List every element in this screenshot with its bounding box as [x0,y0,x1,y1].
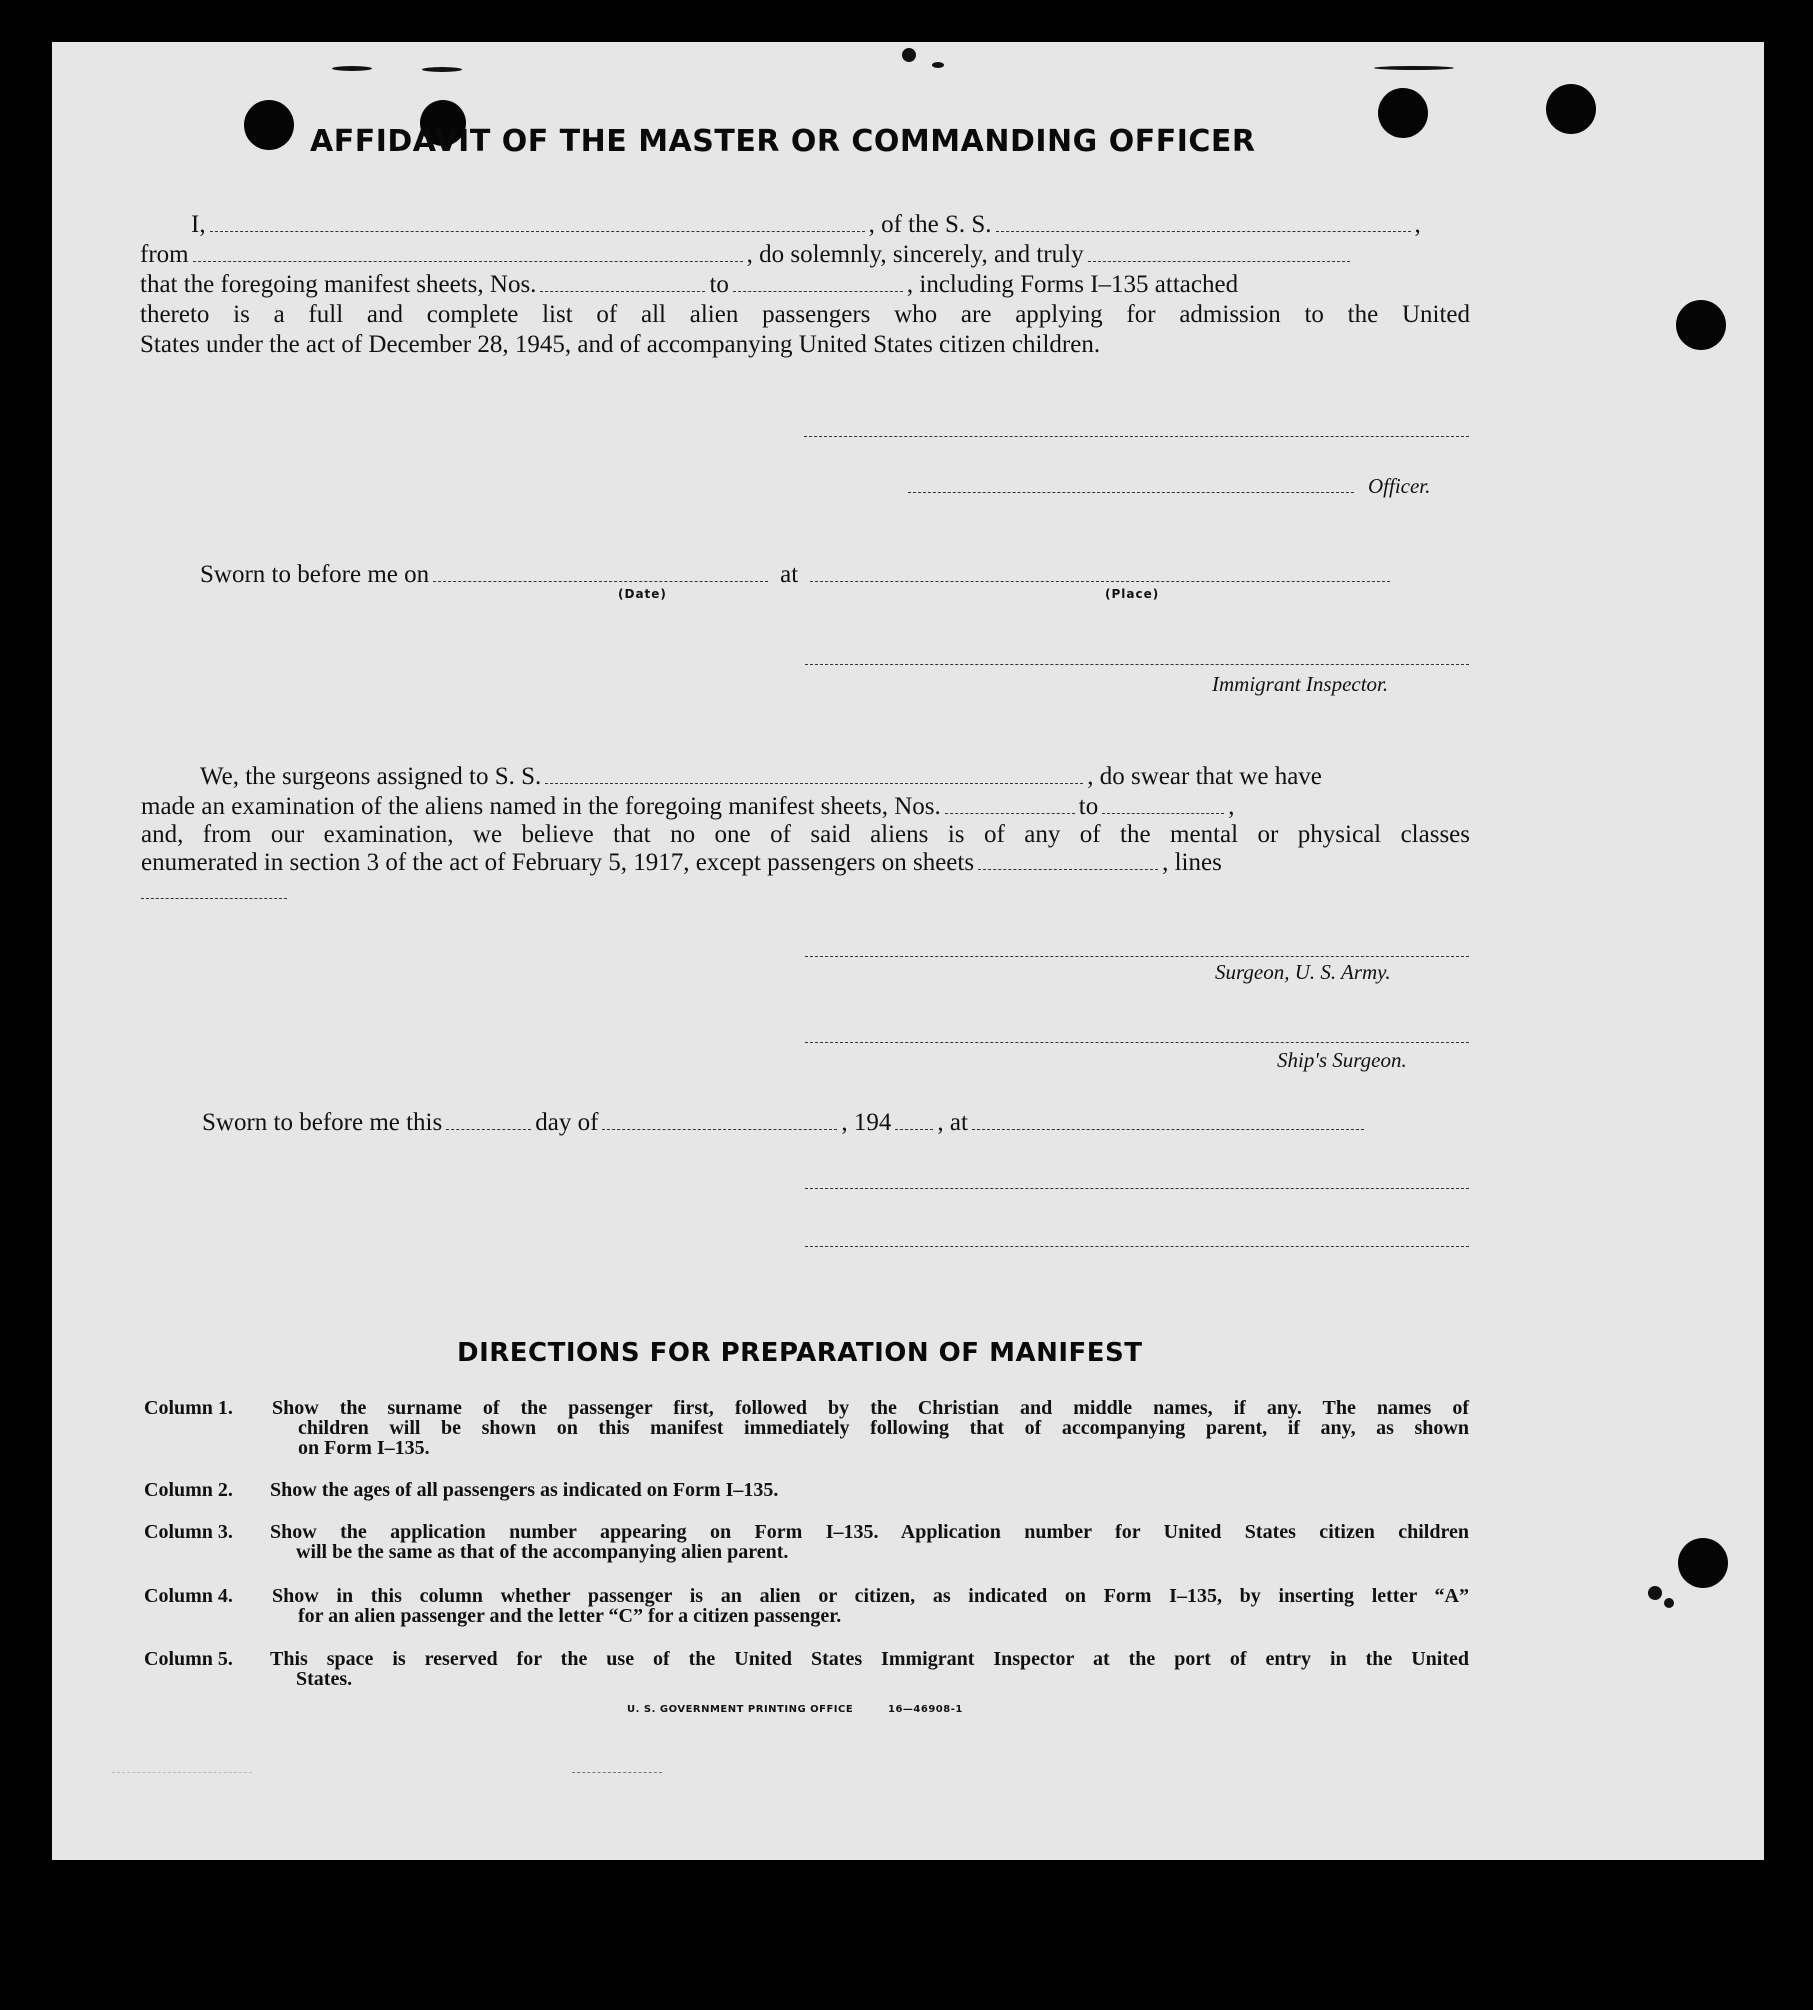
affidavit-line-2 [140,240,1354,270]
printer-imprint: U. S. GOVERNMENT PRINTING OFFICE [627,1704,854,1715]
ship-surgeon-caption: Ship's Surgeon. [1277,1048,1407,1072]
column-label: Column 1. [144,1397,233,1419]
text: will be the same as that of the accompanying alien parent. [296,1541,789,1563]
sheet-from-field[interactable] [540,271,705,292]
port-from-field[interactable] [193,241,743,262]
text: Sworn to before me this [202,1109,443,1136]
except-sheets-field[interactable] [978,849,1158,870]
column-label: Column 5. [144,1648,233,1670]
surgeons-line-2 [141,792,1234,822]
text: , do solemnly, sincerely, and truly [746,241,1084,268]
text: , at [937,1109,968,1136]
surgeons-line-1 [200,762,1322,792]
text: , including Forms I–135 attached [906,271,1239,298]
speck [1664,1598,1674,1608]
ship-name-field[interactable] [996,211,1411,232]
sworn-day-field[interactable] [446,1109,531,1130]
speck [902,48,916,62]
sworn-place-field[interactable] [810,561,1390,582]
text: children will be shown on this manifest immediately following that of accompanying parent, if any, as shown [298,1417,1469,1439]
officer-signature-line-2[interactable] [908,492,1354,493]
text: to [1078,793,1099,820]
punch-hole [1676,300,1726,350]
punch-hole [1678,1538,1728,1588]
text: Show the surname of the passenger first, followed by the Christian and middle names, if any. The names of [272,1397,1469,1419]
column-label: Column 4. [144,1585,233,1607]
text: I, [191,211,206,238]
form-code: 16—46908-1 [888,1704,963,1715]
surgeons-line-4 [141,848,1222,878]
army-surgeon-caption: Surgeon, U. S. Army. [1215,960,1391,984]
except-lines-field[interactable] [141,898,287,899]
speck [1648,1586,1662,1600]
sworn-month-field[interactable] [602,1109,837,1130]
sheet-to-field[interactable] [733,271,903,292]
column-label: Column 2. [144,1479,233,1501]
text: Show the ages of all passengers as indicated on Form I–135. [270,1479,779,1501]
text: , of the S. S. [868,211,992,238]
oath-field[interactable] [1088,241,1350,262]
official-signature-line-1[interactable] [805,1188,1469,1189]
punch-hole [244,100,294,150]
faint-rule [572,1772,662,1773]
punch-hole [1378,88,1428,138]
text: on Form I–135. [298,1437,430,1459]
sworn-year-field[interactable] [895,1109,933,1130]
text: to [709,271,729,298]
sworn-date-field[interactable] [433,561,768,582]
text: , [1414,211,1421,238]
text: enumerated in section 3 of the act of February 5, 1917, except passengers on sheets [141,849,975,876]
text: Sworn to before me on [200,561,430,588]
surgeon-sheet-to-field[interactable] [1102,793,1224,814]
ship-surgeon-signature-line[interactable] [805,1042,1469,1043]
text: We, the surgeons assigned to S. S. [200,763,542,790]
directions-title: DIRECTIONS FOR PREPARATION OF MANIFEST [457,1338,1143,1368]
column-text [270,1522,1469,1562]
text: Show the application number appearing on Form I–135. Application number for United States citizen children [270,1521,1469,1543]
text: , lines [1162,849,1222,876]
speck [332,66,372,71]
text: , 194 [841,1109,892,1136]
column-text [272,1398,1469,1458]
text: that the foregoing manifest sheets, Nos. [140,271,537,298]
affidavit-line-1 [191,210,1421,240]
sworn-line-2 [202,1108,1368,1138]
army-surgeon-signature-line[interactable] [805,956,1469,957]
text: day of [535,1109,599,1136]
column-label: Column 3. [144,1521,233,1543]
date-caption: (Date) [618,587,667,601]
punch-hole [1546,84,1596,134]
sworn-place2-field[interactable] [972,1109,1364,1130]
form-title: AFFIDAVIT OF THE MASTER OR COMMANDING OFFICER [310,124,1256,159]
text: made an examination of the aliens named in the foregoing manifest sheets, Nos. [141,793,941,820]
column-text [270,1480,1469,1500]
officer-signature-line-1[interactable] [804,436,1469,437]
text: This space is reserved for the use of the United States Immigrant Inspector at the port of entry in the United [270,1648,1469,1670]
speck [422,67,462,72]
text: at [780,561,799,588]
text: States. [296,1668,353,1690]
column-text [272,1586,1469,1626]
officer-caption: Officer. [1368,474,1431,498]
official-signature-line-2[interactable] [805,1246,1469,1247]
form-page [52,42,1764,1860]
text: for an alien passenger and the letter “C” for a citizen passenger. [298,1605,842,1627]
column-text [270,1649,1469,1689]
speck [1374,66,1454,70]
affidavit-line-4: thereto is a full and complete list of all alien passengers who are applying for admission to the United [140,301,1470,328]
text: , do swear that we have [1087,763,1322,790]
inspector-signature-line[interactable] [805,664,1469,665]
sworn-line-1 [200,560,1394,590]
inspector-caption: Immigrant Inspector. [1212,672,1389,696]
text: , [1228,793,1235,820]
text: Show in this column whether passenger is an alien or citizen, as indicated on Form I–135, by inserting letter “A” [272,1585,1469,1607]
faint-rule [112,1772,252,1773]
affidavit-line-5: States under the act of December 28, 1945, and of accompanying United States citizen children. [140,331,1101,358]
surgeon-ship-field[interactable] [545,763,1083,784]
place-caption: (Place) [1105,587,1160,601]
speck [932,62,944,68]
surgeons-line-3: and, from our examination, we believe that no one of said aliens is of any of the mental or physical classes [141,821,1470,848]
text: from [140,241,189,268]
surgeon-sheet-from-field[interactable] [945,793,1075,814]
affidavit-line-3 [140,270,1238,300]
master-name-field[interactable] [210,211,865,232]
